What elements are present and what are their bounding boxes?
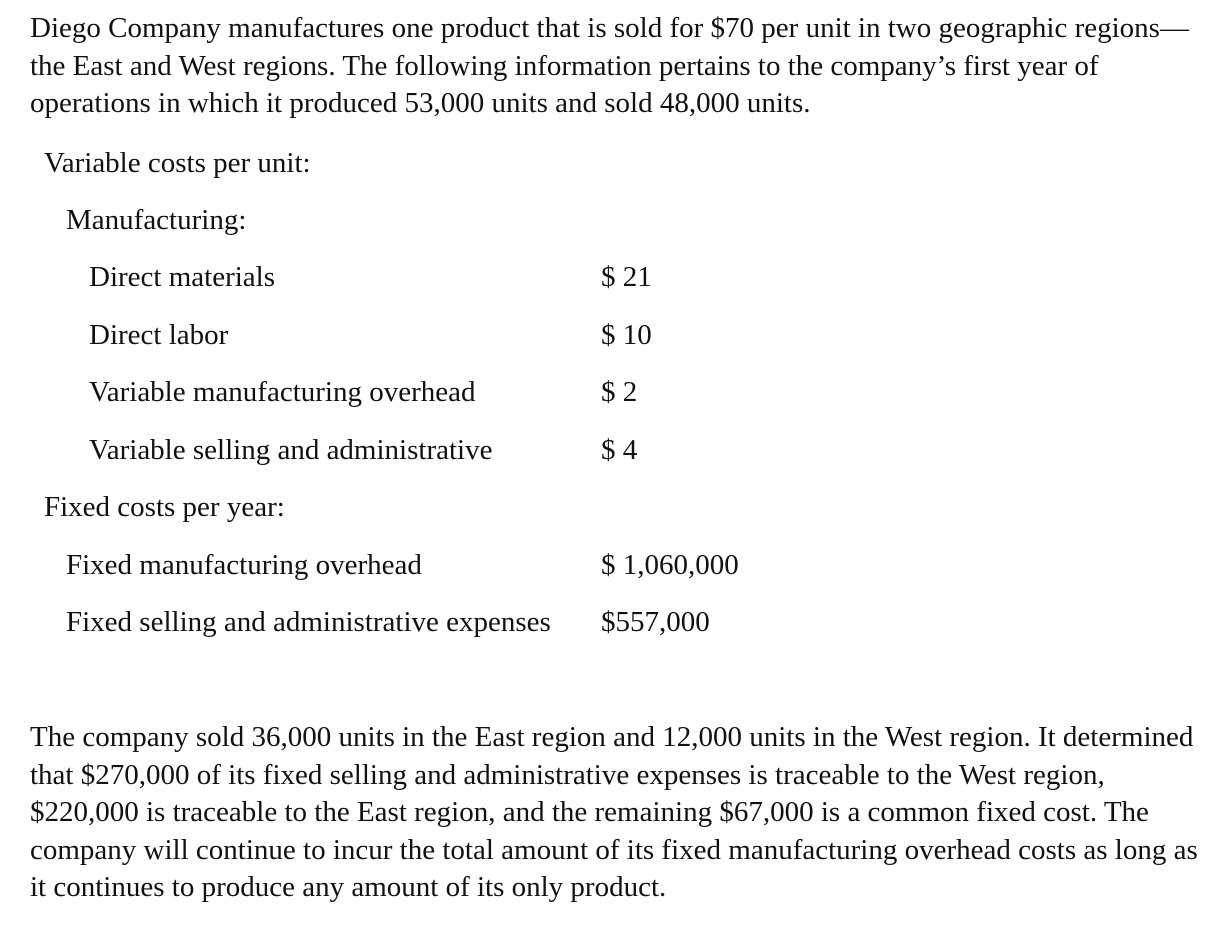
cost-label-fixed-mfg-overhead: Fixed manufacturing overhead [66, 549, 422, 581]
cost-amount-direct-labor: $ 10 [601, 319, 652, 351]
cost-amount-variable-mfg-overhead: $ 2 [601, 376, 638, 408]
cost-label-direct-labor: Direct labor [89, 319, 229, 351]
variable-costs-heading: Variable costs per unit: [44, 147, 311, 179]
cost-label-variable-mfg-overhead: Variable manufacturing overhead [89, 376, 476, 408]
cost-amount-fixed-mfg-overhead: $ 1,060,000 [601, 549, 739, 581]
cost-amount-direct-materials: $ 21 [601, 261, 652, 293]
cost-label-variable-selling-admin: Variable selling and administrative [89, 434, 493, 466]
cost-label-direct-materials: Direct materials [89, 261, 275, 293]
cost-label-fixed-selling-admin: Fixed selling and administrative expenses [66, 606, 551, 638]
manufacturing-subheading: Manufacturing: [66, 204, 247, 236]
cost-amount-variable-selling-admin: $ 4 [601, 434, 638, 466]
intro-paragraph: Diego Company manufactures one product that is sold for $70 per unit in two geographic regions—the East and West regions. The following information pertains to the company’s first year of operations in which it produced 53,000 units and sold 48,000 units. [30, 12, 1189, 119]
outro-paragraph: The company sold 36,000 units in the East region and 12,000 units in the West region. It determined that $270,000 of its fixed selling and administrative expenses is traceable to the West region, $220,000 is traceable to the East region, and the remaining $67,000 is a common fixed cost. The company will continue to incur the total amount of its fixed manufacturing overhead costs as long as it continues to produce any amount of its only product. [30, 721, 1198, 903]
fixed-costs-heading: Fixed costs per year: [44, 491, 285, 523]
cost-amount-fixed-selling-admin: $557,000 [601, 606, 710, 638]
